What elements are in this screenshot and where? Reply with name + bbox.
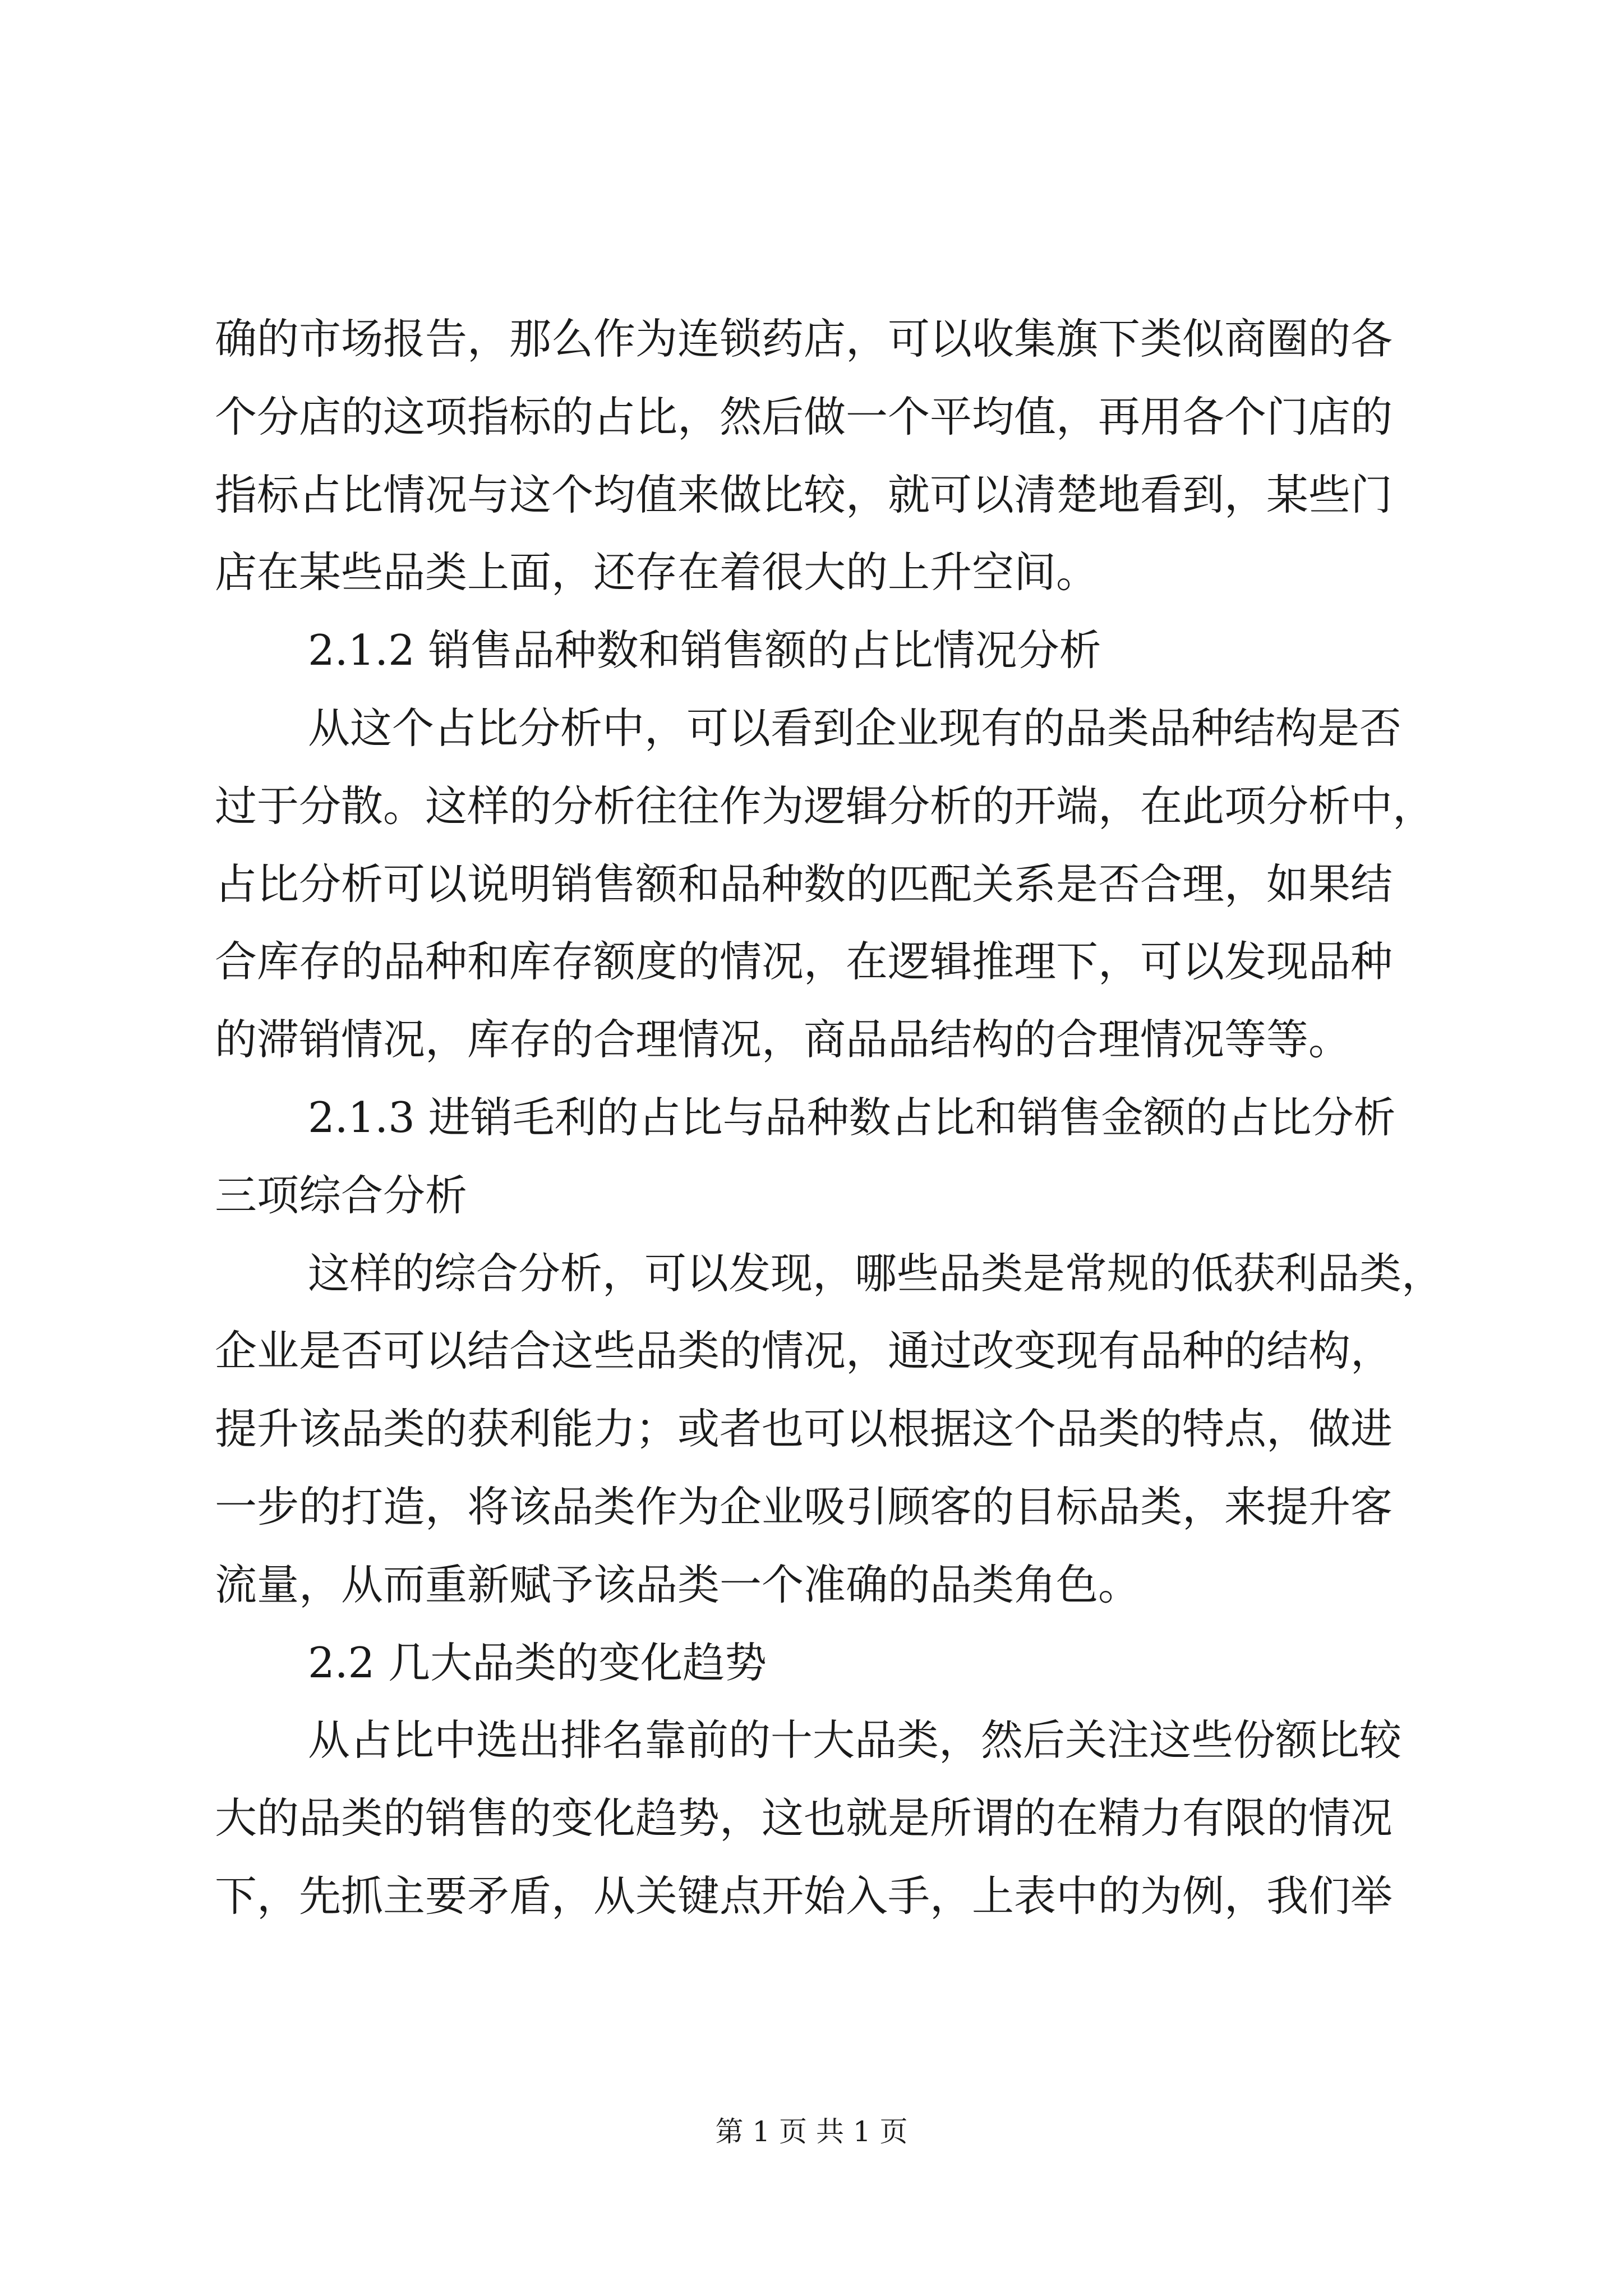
section-heading-2-2: 2.2 几大品类的变化趋势 [308,1637,767,1687]
page-number-label: 第 1 页 共 1 页 [715,2115,908,2148]
paragraph-line: 合库存的品种和库存额度的情况，在逻辑推理下，可以发现品种 [215,937,1393,987]
paragraph-line: 大的品类的销售的变化趋势，这也就是所谓的在精力有限的情况 [215,1793,1393,1843]
section-heading-2-1-2: 2.1.2 销售品种数和销售额的占比情况分析 [308,625,1101,675]
paragraph-line: 个分店的这项指标的占比，然后做一个平均值，再用各个门店的 [215,392,1393,441]
paragraph-line: 从这个占比分析中，可以看到企业现有的品类品种结构是否 [308,703,1402,753]
paragraph-line: 这样的综合分析，可以发现，哪些品类是常规的低获利品类， [308,1248,1444,1298]
paragraph-line: 的滞销情况，库存的合理情况，商品品结构的合理情况等等。 [215,1015,1351,1065]
paragraph-line: 从占比中选出排名靠前的十大品类，然后关注这些份额比较 [308,1715,1402,1765]
section-heading-2-1-3-cont: 三项综合分析 [215,1170,468,1220]
paragraph-line: 流量，从而重新赋予该品类一个准确的品类角色。 [215,1559,1141,1609]
paragraph-line: 指标占比情况与这个均值来做比较，就可以清楚地看到，某些门 [215,470,1393,519]
paragraph-line: 过于分散。这样的分析往往作为逻辑分析的开端，在此项分析中， [215,781,1435,831]
paragraph-line: 企业是否可以结合这些品类的情况，通过改变现有品种的结构， [215,1326,1393,1376]
paragraph-line: 店在某些品类上面，还存在着很大的上升空间。 [215,547,1099,597]
paragraph-line: 下，先抓主要矛盾，从关键点开始入手，上表中的为例，我们举 [215,1871,1393,1921]
paragraph-line: 确的市场报告，那么作为连锁药店，可以收集旗下类似商圈的各 [215,314,1393,364]
paragraph-line: 一步的打造，将该品类作为企业吸引顾客的目标品类，来提升客 [215,1481,1393,1531]
section-heading-2-1-3: 2.1.3 进销毛利的占比与品种数占比和销售金额的占比分析 [308,1092,1396,1142]
document-body [215,300,1444,1935]
paragraph-line: 占比分析可以说明销售额和品种数的匹配关系是否合理，如果结 [215,859,1393,909]
paragraph-line: 提升该品类的获利能力；或者也可以根据这个品类的特点，做进 [215,1404,1393,1454]
page-footer [0,2115,1623,2148]
